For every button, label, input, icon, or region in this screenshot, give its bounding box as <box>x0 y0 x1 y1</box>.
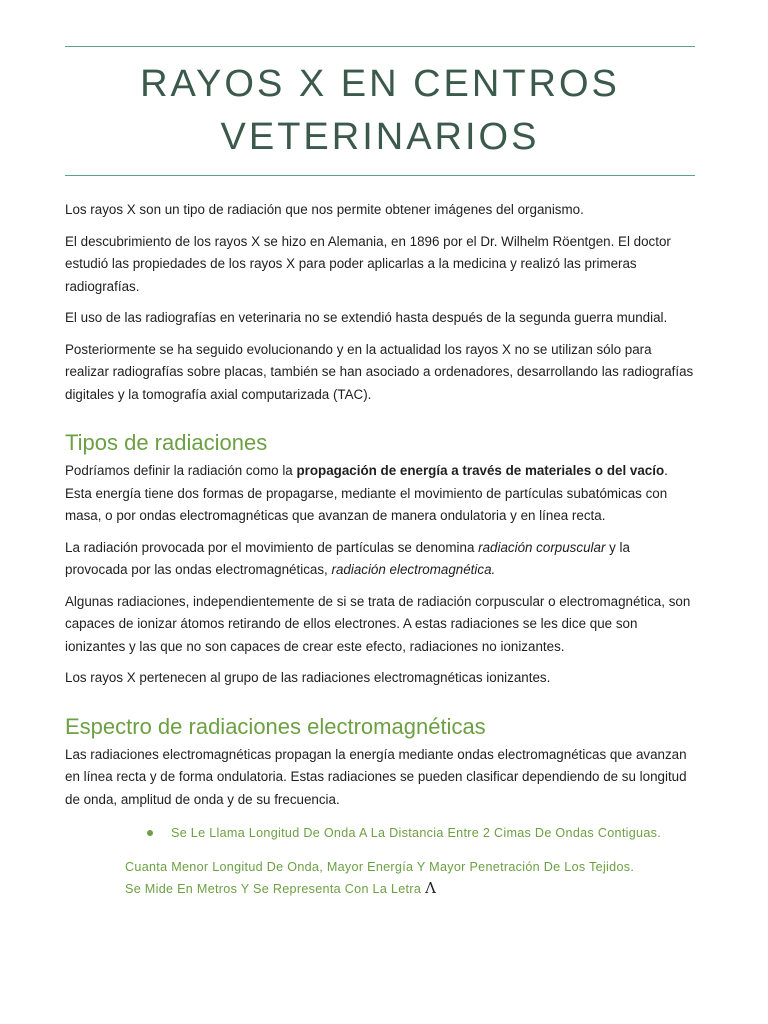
paragraph <box>65 460 695 528</box>
intro-paragraph: El descubrimiento de los rayos X se hizo en Alemania, en 1896 por el Dr. Wilhelm Röentgen. El doctor estudió las propiedades de los rayos X para poder aplicarlas a la medicina y realizó las primeras radiografías. <box>65 233 671 294</box>
section-heading-tipos: Tipos de radiaciones <box>65 430 268 455</box>
note-text <box>65 857 645 899</box>
intro-paragraph: Los rayos X son un tipo de radiación que nos permite obtener imágenes del organismo. <box>65 202 584 217</box>
note-body: Cuanta Menor Longitud De Onda, Mayor Energía Y Mayor Penetración De Los Tejidos. Se Mide En Metros Y Se Representa Con La Letra <box>125 860 635 896</box>
intro-paragraph: Posteriormente se ha seguido evolucionando y en la actualidad los rayos X no se utilizan sólo para realizar radiografías sobre placas, también se han asociado a ordenadores, desarrollando las radiografías digitales y la tomografía axial computarizada (TAC). <box>65 341 694 402</box>
title-bottom-rule <box>65 175 695 176</box>
paragraph: Las radiaciones electromagnéticas propagan la energía mediante ondas electromagnéticas que avanzan en línea recta y de forma ondulatoria. Estas radiaciones se pueden clasificar dependiendo de su longitud de onda, amplitud de onda y de su frecuencia. <box>65 746 687 807</box>
title-line-2: VETERINARIOS <box>220 116 540 158</box>
title-line-1: RAYOS X EN CENTROS <box>140 63 620 105</box>
top-rule <box>65 46 695 47</box>
text: Podríamos definir la radiación como la <box>65 463 297 478</box>
paragraph: Los rayos X pertenecen al grupo de las radiaciones electromagnéticas ionizantes. <box>65 670 551 685</box>
document-page <box>65 0 695 899</box>
paragraph: Algunas radiaciones, independientemente de si se trata de radiación corpuscular o electromagnética, son capaces de ionizar átomos retirando de ellos electrones. A estas radiaciones se les dice que son ionizantes y las que no son capaces de crear este efecto, radiaciones no ionizantes. <box>65 593 691 654</box>
text: . Esta energía tiene dos formas de propagarse, mediante el movimiento de partículas subatómicas con masa, o por ondas electromagnéticas que avanzan de manera ondulatoria y en línea recta. <box>65 463 668 523</box>
text: La radiación provocada por el movimiento de partículas se denomina <box>65 539 479 555</box>
italic-text: radiación corpuscular <box>478 539 606 555</box>
bullet-text: Se Le Llama Longitud De Onda A La Distancia Entre 2 Cimas De Ondas Contiguas. <box>171 826 662 840</box>
bold-text: propagación de energía a través de materiales o del vacío <box>296 463 665 478</box>
italic-text: radiación electromagnética. <box>331 562 496 577</box>
section-heading-espectro: Espectro de radiaciones electromagnéticas <box>65 713 486 739</box>
paragraph <box>65 537 695 582</box>
bullet-item <box>65 823 695 843</box>
text: y la provocada por las ondas electromagnéticas, <box>65 539 630 577</box>
document-title <box>65 58 695 164</box>
lambda-symbol: Λ <box>425 878 437 897</box>
bullet-dot-icon <box>147 830 153 836</box>
intro-paragraph: El uso de las radiografías en veterinaria no se extendió hasta después de la segunda guerra mundial. <box>65 310 668 325</box>
